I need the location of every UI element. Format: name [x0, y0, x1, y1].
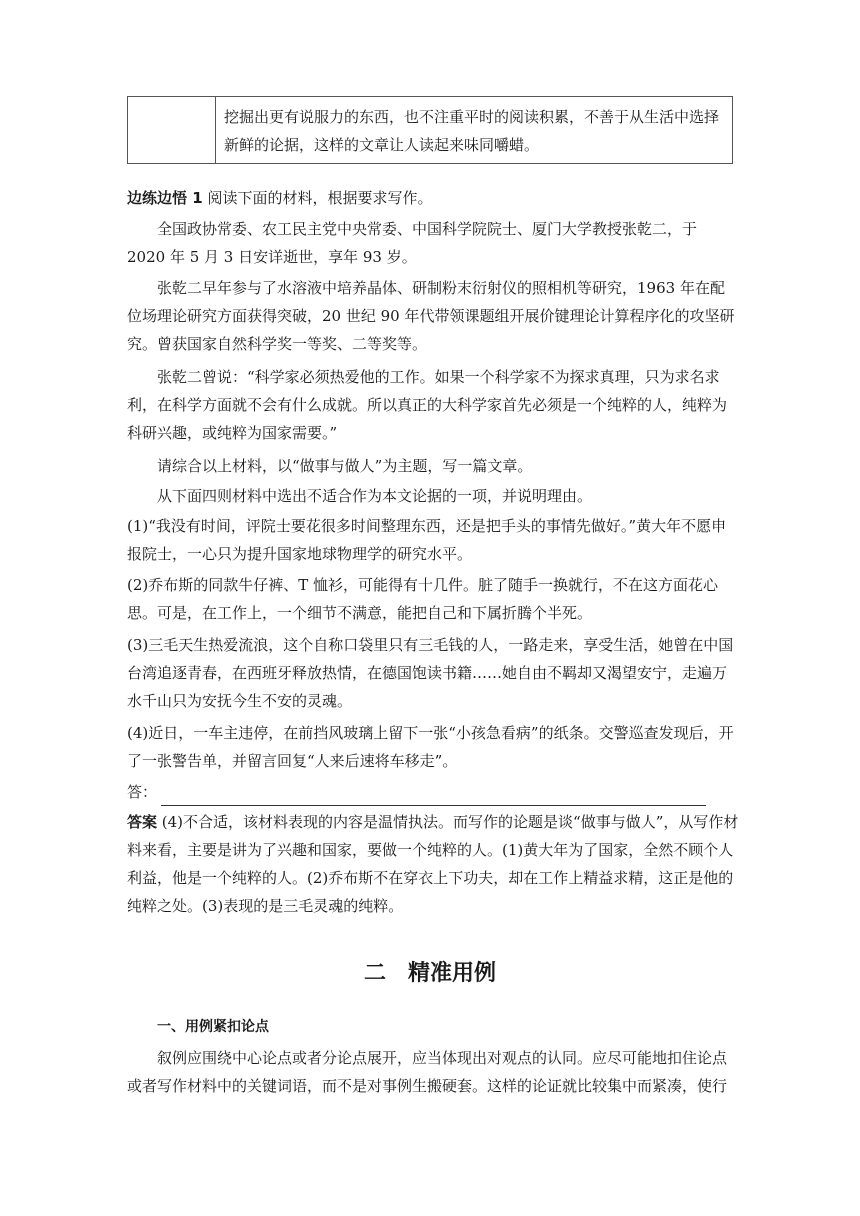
- option-3: (3)三毛天生热爱流浪，这个自称口袋里只有三毛钱的人，一路走来，享受生活，她曾在中国台湾追逐青春，在西班牙释放热情，在德国饱读书籍……她自由不羁却又渴望安宁，走遍万水千山只为安抚今生不安的灵魂。: [127, 636, 734, 710]
- option-1: (1)“我没有时间，评院士要花很多时间整理东西，还是把手头的事情先做好。”黄大年不愿申报院士，一心只为提升国家地球物理学的研究水平。: [127, 517, 727, 563]
- material-paragraph-1: 全国政协常委、农工民主党中央常委、中国科学院院士、厦门大学教授张乾二，于 2020 年 5 月 3 日安详逝世，享年 93 岁。: [127, 220, 698, 266]
- material-paragraph-2: 张乾二早年参与了水溶液中培养晶体、研制粉末衍射仪的照相机等研究，1963 年在配位场理论研究方面获得突破，20 世纪 90 年代带领课题组开展价键理论计算程序化的攻坚研究。曾获国家自然科学奖一等奖、二等奖等。: [127, 279, 735, 353]
- practice-heading: [127, 184, 739, 212]
- material-paragraph-3: 张乾二曾说：“科学家必须热爱他的工作。如果一个科学家不为探求真理，只为求名求利，在科学方面就不会有什么成就。所以真正的大科学家首先必须是一个纯粹的人，纯粹为科研兴趣，或纯粹为国家需要。”: [127, 368, 728, 442]
- question-prompt: 从下面四则材料中选出不适合作为本文论据的一项，并说明理由。: [157, 487, 593, 505]
- answer-paragraph: [127, 808, 739, 920]
- subsection-title: 一、用例紧扣论点: [157, 1019, 269, 1035]
- practice-instruction: 阅读下面的材料，根据要求写作。: [202, 189, 433, 207]
- practice-label: 边练边悟 1: [127, 189, 203, 207]
- answer-text: (4)不合适，该材料表现的内容是温情执法。而写作的论题是谈“做事与做人”，从写作材料来看，主要是讲为了兴趣和国家，要做一个纯粹的人。(1)黄大年为了国家，全然不顾个人利益，他是一个纯粹的人。(2)乔布斯不在穿衣上下功夫，却在工作上精益求精，这正是他的纯粹之处。(3)表现的是三毛灵魂的纯粹。: [127, 813, 739, 915]
- answer-blank-row: [127, 778, 739, 806]
- section-paragraph: 叙例应围绕中心论点或者分论点展开，应当体现出对观点的认同。应尽可能地扣住论点或者写作材料中的关键词语，而不是对事例生搬硬套。这样的论证就比较集中而紧凑，使行: [127, 1049, 728, 1095]
- answer-prompt: 答：: [127, 783, 158, 801]
- table-label-cell: [128, 97, 216, 163]
- table-content-cell: 挖掘出更有说服力的东西，也不注重平时的阅读积累，不善于从生活中选择新鲜的论据，这样的文章让人读起来味同嚼蜡。: [224, 108, 720, 154]
- writing-task: 请综合以上材料，以“做事与做人”为主题，写一篇文章。: [157, 457, 533, 475]
- section-title: 二 精准用例: [363, 961, 496, 986]
- option-2: (2)乔布斯的同款牛仔裤、T 恤衫，可能得有十几件。脏了随手一换就行，不在这方面花心思。可是，在工作上，一个细节不满意，能把自己和下属折腾个半死。: [127, 576, 719, 622]
- continued-table: [127, 96, 733, 164]
- answer-label: 答案: [127, 813, 158, 831]
- answer-blank-line[interactable]: [161, 785, 706, 806]
- option-4: (4)近日，一车主违停，在前挡风玻璃上留下一张“小孩急看病”的纸条。交警巡查发现后，开了一张警告单，并留言回复“人来后速将车移走”。: [127, 724, 734, 770]
